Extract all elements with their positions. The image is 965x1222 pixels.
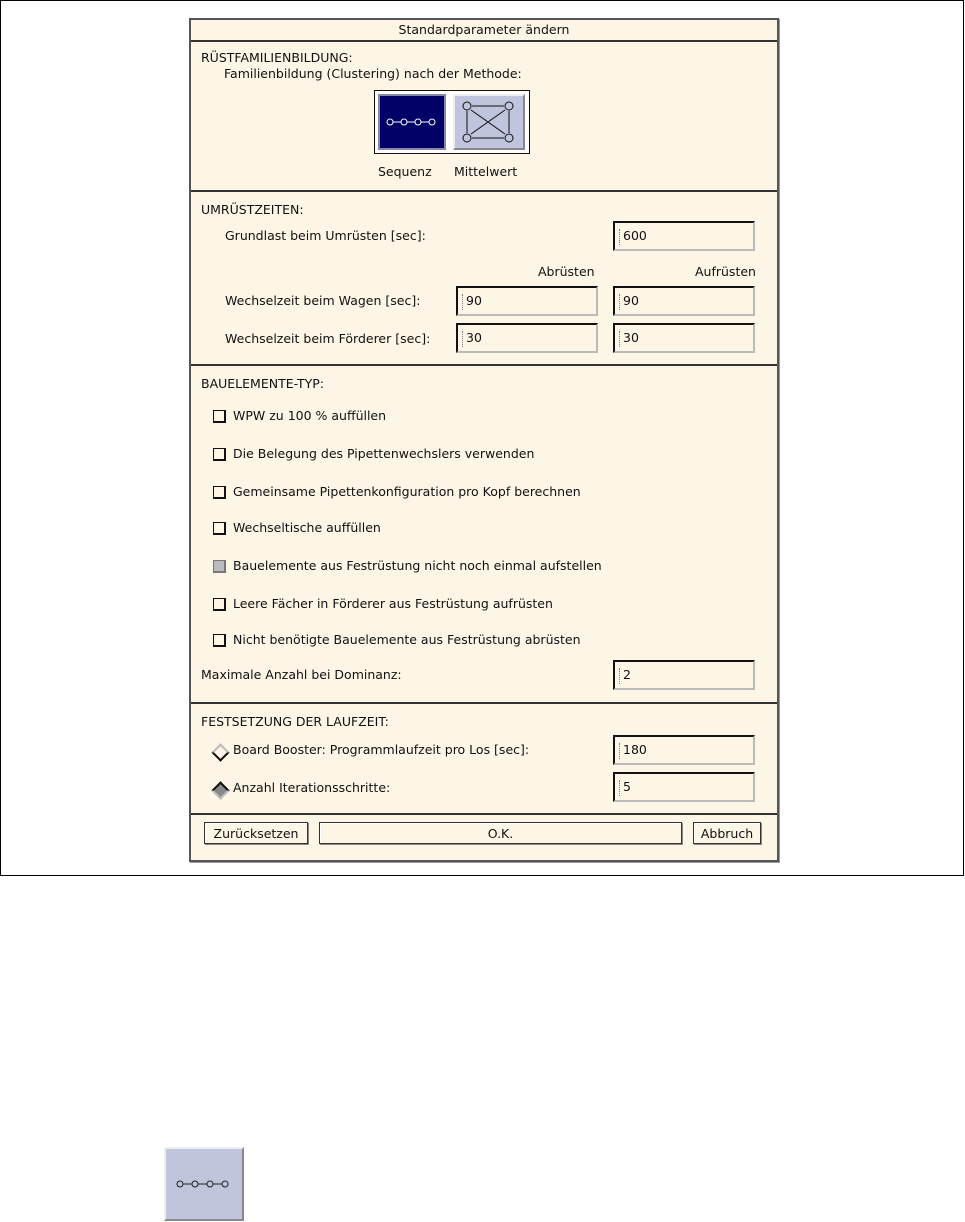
iteration-steps-input[interactable]: 5 [613,772,755,802]
cart-change-label: Wechselzeit beim Wagen [sec]: [225,293,421,308]
divider [191,813,777,815]
cart-setup-input[interactable]: 90 [613,286,755,316]
component-type-heading: BAUELEMENTE-TYP: [201,376,324,391]
sequence-method-button[interactable] [378,94,446,150]
checkbox-label: Die Belegung des Pipettenwechslers verwenden [233,446,535,461]
teardown-column-label: Abrüsten [538,264,595,279]
checkbox-label: Bauelemente aus Festrüstung nicht noch einmal aufstellen [233,558,602,573]
clustering-method-toggle [374,90,530,154]
checkbox-box[interactable] [213,560,226,573]
feeder-setup-input[interactable]: 30 [613,323,755,353]
standard-parameters-dialog [189,18,779,862]
clustering-subheading: Familienbildung (Clustering) nach der Methode: [224,66,522,81]
checkbox-box[interactable] [213,522,226,535]
dominance-label: Maximale Anzahl bei Dominanz: [201,667,402,682]
checkbox-label: Gemeinsame Pipettenkonfiguration pro Kopf berechnen [233,484,581,499]
mean-method-button[interactable] [453,94,525,150]
checkbox-label: Wechseltische auffüllen [233,520,381,535]
mesh-network-icon [455,96,523,148]
checkbox-box[interactable] [213,634,226,647]
setup-times-heading: UMRÜSTZEITEN: [201,202,304,217]
setup-column-label: Aufrüsten [695,264,756,279]
divider [191,364,777,366]
ok-button[interactable]: O.K. [319,822,682,844]
sequence-chain-icon [380,96,444,148]
cart-teardown-input[interactable]: 90 [456,286,598,316]
runtime-heading: FESTSETZUNG DER LAUFZEIT: [201,714,389,729]
base-load-label: Grundlast beim Umrüsten [sec]: [225,228,426,243]
checkbox-box[interactable] [213,448,226,461]
mean-label: Mittelwert [454,164,518,179]
divider [191,702,777,704]
checkbox-label: Leere Fächer in Förderer aus Festrüstung aufrüsten [233,596,553,611]
reset-button[interactable]: Zurücksetzen [204,822,308,844]
board-booster-runtime-input[interactable]: 180 [613,735,755,765]
divider [191,190,777,192]
feeder-change-label: Wechselzeit beim Förderer [sec]: [225,331,431,346]
sequence-chain-icon [166,1149,242,1219]
checkbox-label: Nicht benötigte Bauelemente aus Festrüstung abrüsten [233,632,581,647]
dialog-title: Standardparameter ändern [191,20,777,42]
checkbox-box[interactable] [213,598,226,611]
checkbox-box[interactable] [213,410,226,423]
radio-label: Anzahl Iterationsschritte: [233,780,391,795]
dominance-input[interactable]: 2 [613,660,755,690]
checkbox-label: WPW zu 100 % auffüllen [233,408,387,423]
sequence-method-icon-standalone [164,1147,244,1221]
feeder-teardown-input[interactable]: 30 [456,323,598,353]
radio-button[interactable] [211,781,229,799]
cancel-button[interactable]: Abbruch [693,822,761,844]
clustering-heading: RÜSTFAMILIENBILDUNG: [201,50,353,65]
sequence-label: Sequenz [378,164,432,179]
radio-button[interactable] [211,743,229,761]
base-load-input[interactable]: 600 [613,221,755,251]
checkbox-box[interactable] [213,486,226,499]
radio-label: Board Booster: Programmlaufzeit pro Los [sec]: [233,742,530,757]
